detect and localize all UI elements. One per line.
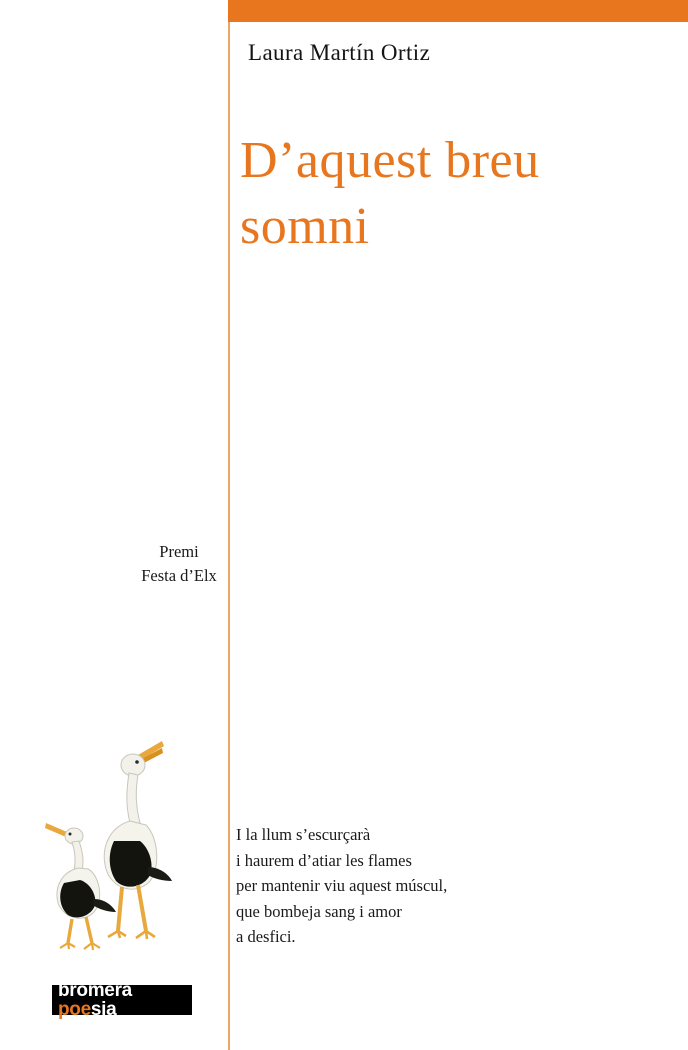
prize-label: Premi xyxy=(159,542,199,561)
two-storks-illustration xyxy=(34,735,224,955)
poem-excerpt xyxy=(236,822,666,950)
prize-name: Festa d’Elx xyxy=(141,565,217,585)
book-title-line-2: somni xyxy=(240,197,370,255)
publisher-logo xyxy=(52,980,192,1020)
vertical-rule xyxy=(228,22,230,1050)
top-orange-band xyxy=(228,0,688,22)
collection-accent: poe xyxy=(58,999,91,1020)
poem-line: I la llum s’escurçarà xyxy=(236,825,371,844)
publisher-logo-text xyxy=(58,981,192,1019)
collection-rest: sia xyxy=(90,999,117,1020)
poem-line: per mantenir viu aquest múscul, xyxy=(236,876,448,896)
book-title xyxy=(240,128,670,259)
publisher-name: bromera xyxy=(58,980,132,1001)
poem-line: a desfici. xyxy=(236,927,296,947)
prize-block xyxy=(134,540,224,588)
poem-line: que bombeja sang i amor xyxy=(236,901,402,921)
author-name: Laura Martín Ortiz xyxy=(248,40,431,65)
poem-line: i haurem d’atiar les flames xyxy=(236,850,412,870)
book-title-line-1: D’aquest breu xyxy=(240,132,540,189)
